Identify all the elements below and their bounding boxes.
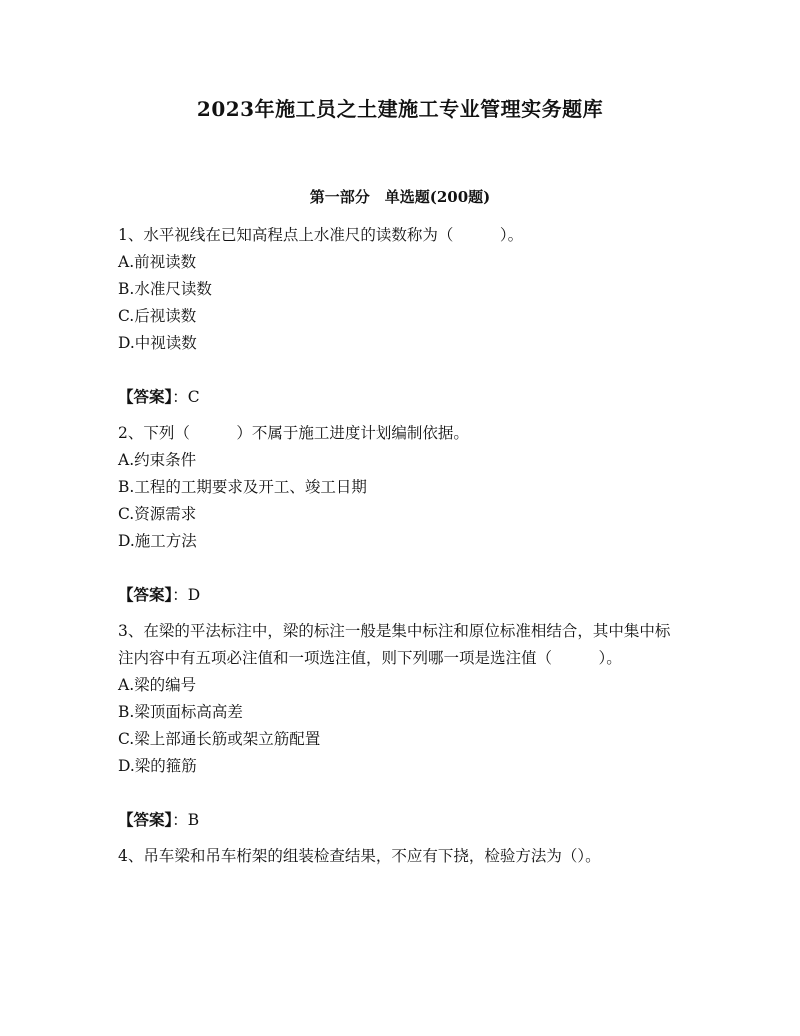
question-text: 3、在梁的平法标注中，梁的标注一般是集中标注和原位标准相结合，其中集中标注内容中有五项必注值和一项选注值，则下列哪一项是选注值（ ）。 bbox=[118, 622, 671, 667]
option-d: D.施工方法 bbox=[118, 532, 197, 550]
answer-value: ：D bbox=[172, 586, 201, 604]
section-heading: 第一部分 单选题(200题) bbox=[309, 188, 491, 206]
answer-value: ：C bbox=[172, 388, 200, 406]
question-text: 4、吊车梁和吊车桁架的组装检查结果，不应有下挠，检验方法为（）。 bbox=[118, 847, 601, 865]
answer bbox=[118, 383, 678, 411]
option-b: B.梁顶面标高高差 bbox=[118, 703, 243, 721]
option-c: C.梁上部通长筋或架立筋配置 bbox=[118, 730, 321, 748]
answer-label: 【答案】 bbox=[118, 810, 173, 829]
option-d: D.中视读数 bbox=[118, 334, 197, 352]
option-d: D.梁的箍筋 bbox=[118, 757, 197, 775]
option-a: A.前视读数 bbox=[118, 253, 197, 271]
question-1 bbox=[118, 222, 678, 411]
option-c: C.资源需求 bbox=[118, 505, 197, 523]
question-4 bbox=[118, 843, 678, 870]
question-list bbox=[118, 222, 678, 870]
option-b: B.水准尺读数 bbox=[118, 280, 212, 298]
question-2 bbox=[118, 420, 678, 609]
question-3 bbox=[118, 618, 678, 834]
answer bbox=[118, 806, 678, 834]
answer bbox=[118, 581, 678, 609]
option-b: B.工程的工期要求及开工、竣工日期 bbox=[118, 478, 367, 496]
answer-label: 【答案】 bbox=[118, 387, 173, 406]
document-title: 2023年施工员之土建施工专业管理实务题库 bbox=[196, 97, 604, 121]
option-a: A.梁的编号 bbox=[118, 676, 197, 694]
option-a: A.约束条件 bbox=[118, 451, 197, 469]
question-text: 1、水平视线在已知高程点上水准尺的读数称为（ ）。 bbox=[118, 226, 524, 244]
question-text: 2、下列（ ）不属于施工进度计划编制依据。 bbox=[118, 424, 469, 442]
answer-label: 【答案】 bbox=[118, 585, 173, 604]
option-c: C.后视读数 bbox=[118, 307, 197, 325]
answer-value: ：B bbox=[172, 811, 200, 829]
